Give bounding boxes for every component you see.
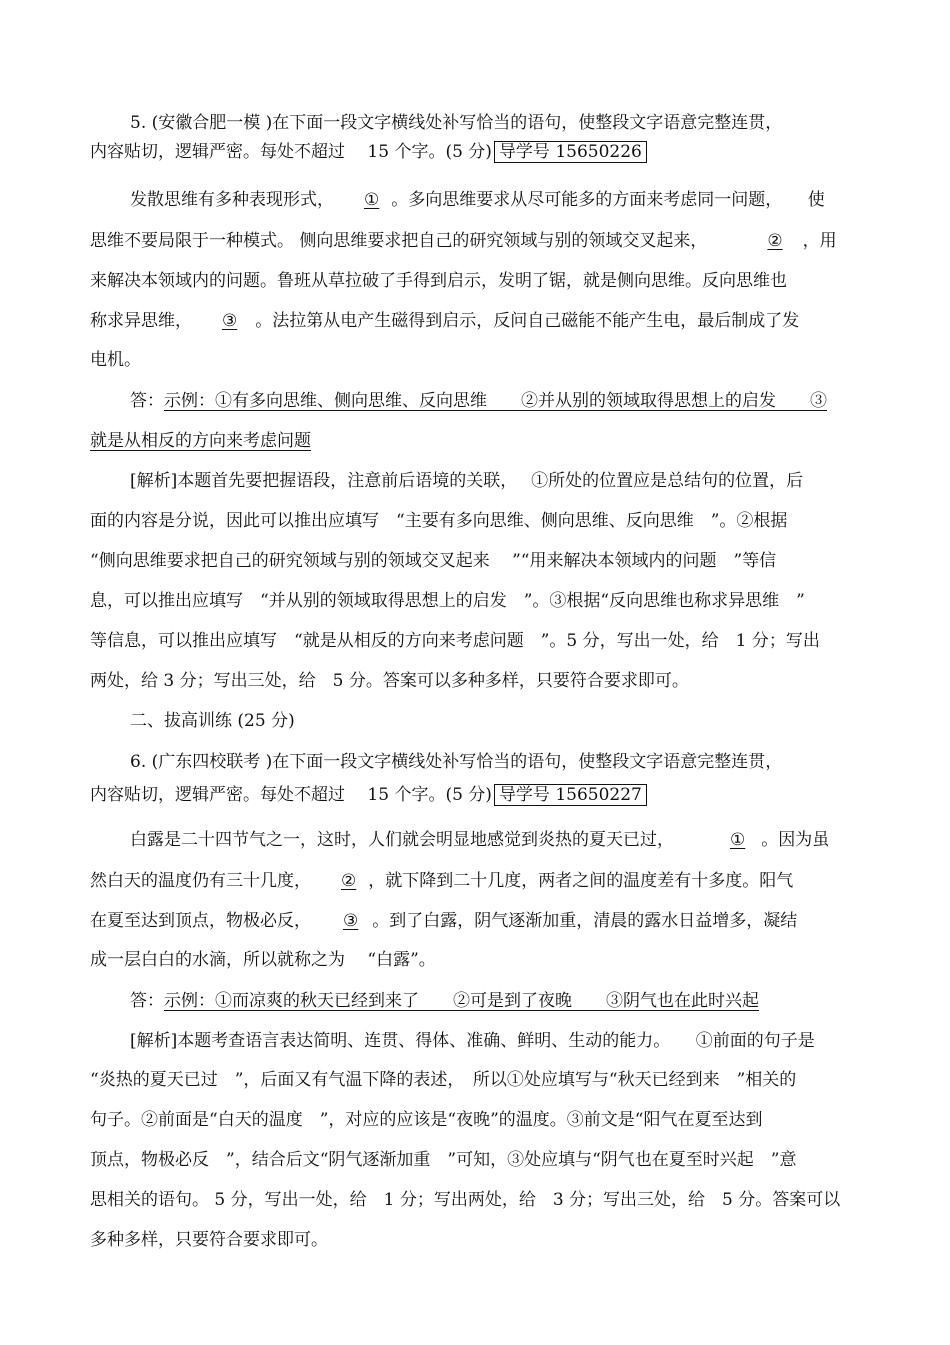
q5-analysis-line2: 面的内容是分说，因此可以推出应填写 “主要有多向思维、侧向思维、反向思维 ”。②根据: [90, 511, 788, 531]
q6-stem-line1: 6. (广东四校联考 )在下面一段文字横线处补写恰当的语句，使整段文字语意完整连贯，: [130, 752, 783, 772]
q5-stem-line1: 5. (安徽合肥一模 )在下面一段文字横线处补写恰当的语句，使整段文字语意完整连贯，: [130, 113, 783, 133]
q5-answer-line1: [130, 390, 827, 412]
q6-passage-line1: 白露是二十四节气之一，这时，人们就会明显地感觉到炎热的夏天已过， ① 。因为虽: [130, 830, 830, 850]
q5-analysis-line1: [解析]本题首先要把握语段，注意前后语境的关联， ①所处的位置应是总结句的位置，后: [130, 471, 804, 491]
q5-passage-line3: 来解决本领域内的问题。鲁班从草拉破了手得到启示，发明了锯，就是侧向思维。反向思维也: [90, 271, 787, 291]
q5-passage-line4: 称求异思维， ③ 。法拉第从电产生磁得到启示，反问自己磁能不能产生电，最后制成了发: [90, 311, 800, 331]
answer-label: 答：: [130, 991, 164, 1011]
q5-passage-line1: 发散思维有多种表现形式， ① 。多向思维要求从尽可能多的方面来考虑同一问题， 使: [130, 190, 825, 210]
q5-guide-code-box: 导学号 15650226: [494, 141, 647, 163]
q6-answer-line1: [130, 990, 759, 1012]
q5-blank-1: ①: [364, 190, 380, 210]
q6-analysis-line1: [解析]本题考查语言表达简明、连贯、得体、准确、鲜明、生动的能力。 ①前面的句子是: [130, 1031, 815, 1051]
q6-analysis-line4: 顶点，物极必反 ”，结合后文“阴气逐渐加重 ”可知，③处应填与“阴气也在夏至时兴起 ”意: [90, 1150, 797, 1170]
q6-analysis-line5: 思相关的语句。 5 分，写出一处，给 1 分；写出两处，给 3 分；写出三处，给 5 分。答案可以: [90, 1190, 841, 1210]
q5-stem-line2: 内容贴切，逻辑严密。每处不超过 15 个字。(5 分) 导学号 15650226: [90, 141, 647, 163]
q5-blank-2: ②: [767, 231, 783, 251]
q6-blank-1: ①: [730, 830, 746, 850]
answer-label: 答：: [130, 391, 164, 411]
q5-analysis-line3: “侧向思维要求把自己的研究领域与别的领域交叉起来 ”“用来解决本领域内的问题 ”等信: [90, 551, 777, 571]
q6-stem-line2: 内容贴切，逻辑严密。每处不超过 15 个字。(5 分) 导学号 15650227: [90, 784, 647, 806]
section-heading: 二、拔高训练 (25 分): [130, 711, 295, 731]
q6-answer-text: 示例：①而凉爽的秋天已经到来了 ②可是到了夜晚 ③阴气也在此时兴起: [164, 991, 759, 1011]
q6-analysis-line6: 多种多样，只要符合要求即可。: [90, 1230, 328, 1250]
q6-guide-code-box: 导学号 15650227: [494, 784, 647, 806]
q5-passage-line5: 电机。: [90, 350, 141, 370]
q6-passage-line4: 成一层白白的水滴，所以就称之为 “白露”。: [90, 950, 436, 970]
q5-analysis-line6: 两处，给 3 分；写出三处，给 5 分。答案可以多种多样，只要符合要求即可。: [90, 671, 689, 691]
q5-analysis-line4: 息，可以推出应填写 “并从别的领域取得思想上的启发 ”。③根据“反向思维也称求异思维 ”: [90, 591, 805, 611]
q5-passage-line2: 思维不要局限于一种模式。 侧向思维要求把自己的研究领域与别的领域交叉起来， ② ，用: [90, 231, 837, 251]
q5-answer-line2: 就是从相反的方向来考虑问题: [90, 431, 311, 451]
q6-blank-2: ②: [341, 871, 357, 891]
q5-blank-3: ③: [222, 311, 238, 331]
q6-blank-3: ③: [343, 911, 359, 931]
q5-answer-text: 示例：①有多向思维、侧向思维、反向思维 ②并从别的领域取得思想上的启发 ③: [164, 391, 827, 411]
q6-analysis-line2: “炎热的夏天已过 ”，后面又有气温下降的表述， 所以①处应填写与“秋天已经到来 ”相关的: [90, 1070, 797, 1090]
q6-passage-line3: 在夏至达到顶点，物极必反， ③ 。到了白露，阴气逐渐加重，清晨的露水日益增多，凝结: [90, 911, 798, 931]
q6-passage-line2: 然白天的温度仍有三十几度， ② ，就下降到二十几度，两者之间的温度差有十多度。阳气: [90, 871, 794, 891]
q6-analysis-line3: 句子。②前面是“白天的温度 ”，对应的应该是“夜晚”的温度。③前文是“阳气在夏至达到: [90, 1110, 763, 1130]
q5-analysis-line5: 等信息，可以推出应填写 “就是从相反的方向来考虑问题 ”。5 分，写出一处，给 1 分；写出: [90, 631, 820, 651]
